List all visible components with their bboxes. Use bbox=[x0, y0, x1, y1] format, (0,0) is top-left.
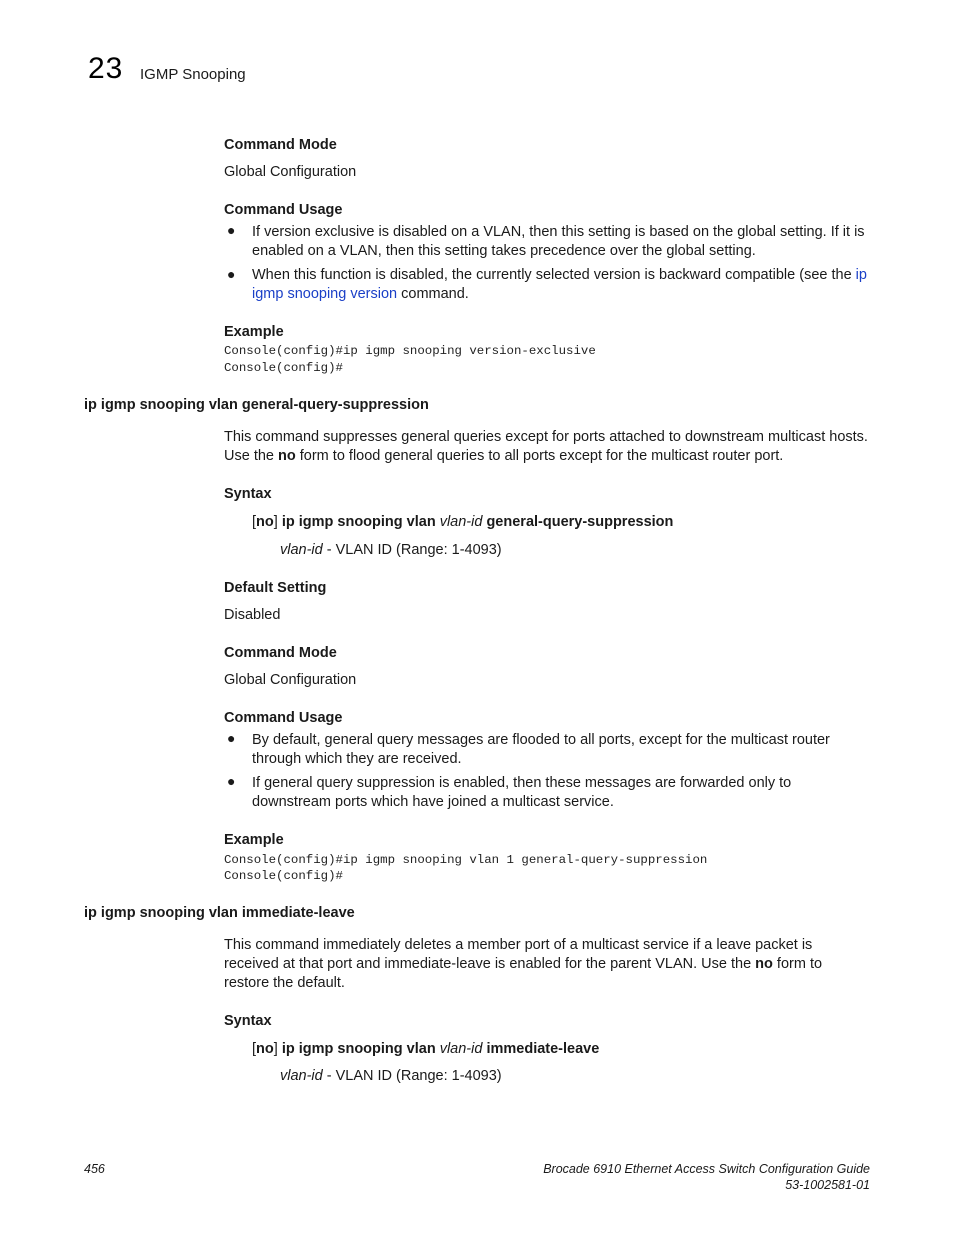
command-mode-label: Command Mode bbox=[224, 137, 337, 153]
section-description bbox=[224, 936, 844, 993]
syntax-line bbox=[252, 1040, 599, 1059]
section-heading: ip igmp snooping vlan general-query-suppression bbox=[84, 397, 429, 413]
syntax-keyword: immediate-leave bbox=[486, 1041, 600, 1057]
usage-bullet-text-post: command. bbox=[401, 286, 469, 302]
chapter-number: 23 bbox=[88, 52, 124, 85]
syntax-keyword: general-query-suppression bbox=[486, 514, 674, 530]
example-code-line: Console(config)# bbox=[224, 361, 343, 375]
command-usage-label: Command Usage bbox=[224, 710, 343, 726]
usage-bullet-text: If version exclusive is disabled on a VLAN, then this setting is based on the global setting. If it is enabled on a VLAN, then this setting takes precedence over the global setting. bbox=[252, 224, 865, 259]
bullet-icon: ● bbox=[227, 266, 236, 282]
page-number: 456 bbox=[84, 1162, 105, 1176]
default-setting-value: Disabled bbox=[224, 607, 281, 623]
description-text-post: form to restore the default. bbox=[224, 956, 823, 991]
parameter-text: - VLAN ID (Range: 1-4093) bbox=[322, 1068, 502, 1084]
example-label: Example bbox=[224, 832, 284, 848]
example-code-line: Console(config)#ip igmp snooping vlan 1 general-query-suppression bbox=[224, 853, 708, 867]
bullet-icon: ● bbox=[227, 773, 236, 789]
syntax-parameter: vlan-id bbox=[439, 514, 483, 530]
syntax-label: Syntax bbox=[224, 1013, 272, 1029]
parameter-name: vlan-id bbox=[280, 542, 323, 558]
description-text-post: form to flood general queries to all ports except for the multicast router port. bbox=[299, 448, 784, 464]
version-command-link[interactable]: ip igmp snooping version bbox=[252, 267, 867, 302]
syntax-bracket-open: [ bbox=[252, 1041, 257, 1057]
command-mode-value: Global Configuration bbox=[224, 672, 357, 688]
parameter-name: vlan-id bbox=[280, 1068, 323, 1084]
syntax-line bbox=[252, 513, 673, 532]
bullet-icon: ● bbox=[227, 222, 236, 238]
syntax-bracket-open: [ bbox=[252, 514, 257, 530]
example-code-line: Console(config)#ip igmp snooping version-exclusive bbox=[224, 344, 596, 358]
no-keyword: no bbox=[755, 956, 773, 972]
section-description bbox=[224, 428, 874, 466]
command-mode-value: Global Configuration bbox=[224, 164, 357, 180]
syntax-bracket-close: ] bbox=[273, 1041, 278, 1057]
parameter-description bbox=[280, 541, 502, 560]
parameter-text: - VLAN ID (Range: 1-4093) bbox=[322, 542, 502, 558]
document-number: 53-1002581-01 bbox=[785, 1178, 870, 1192]
description-text-pre: This command suppresses general queries except for ports attached to downstream multicast hosts. Use the bbox=[224, 429, 868, 464]
usage-bullet-text: If general query suppression is enabled, then these messages are forwarded only to downstream ports which have joined a multicast service. bbox=[252, 775, 792, 810]
syntax-bracket-close: ] bbox=[273, 514, 278, 530]
section-heading: ip igmp snooping vlan immediate-leave bbox=[84, 905, 355, 921]
syntax-parameter: vlan-id bbox=[439, 1041, 483, 1057]
syntax-command: ip igmp snooping vlan bbox=[281, 1041, 436, 1057]
guide-title: Brocade 6910 Ethernet Access Switch Configuration Guide bbox=[543, 1162, 870, 1176]
syntax-no-keyword: no bbox=[256, 514, 274, 530]
syntax-label: Syntax bbox=[224, 486, 272, 502]
description-text-pre: This command immediately deletes a member port of a multicast service if a leave packet is received at that port and immediate-leave is enabled for the parent VLAN. Use the bbox=[224, 937, 813, 972]
chapter-title: IGMP Snooping bbox=[140, 66, 246, 83]
default-setting-label: Default Setting bbox=[224, 580, 327, 596]
example-label: Example bbox=[224, 324, 284, 340]
command-mode-label: Command Mode bbox=[224, 645, 337, 661]
command-usage-label: Command Usage bbox=[224, 202, 343, 218]
usage-bullet-text: By default, general query messages are flooded to all ports, except for the multicast router through which they are received. bbox=[252, 732, 830, 767]
usage-bullet-text-pre: When this function is disabled, the currently selected version is backward compatible (see the bbox=[252, 267, 852, 283]
parameter-description bbox=[280, 1067, 502, 1086]
bullet-icon: ● bbox=[227, 730, 236, 746]
no-keyword: no bbox=[278, 448, 296, 464]
usage-bullet-text bbox=[252, 266, 874, 304]
example-code-line: Console(config)# bbox=[224, 869, 343, 883]
syntax-command: ip igmp snooping vlan bbox=[281, 514, 436, 530]
syntax-no-keyword: no bbox=[256, 1041, 274, 1057]
